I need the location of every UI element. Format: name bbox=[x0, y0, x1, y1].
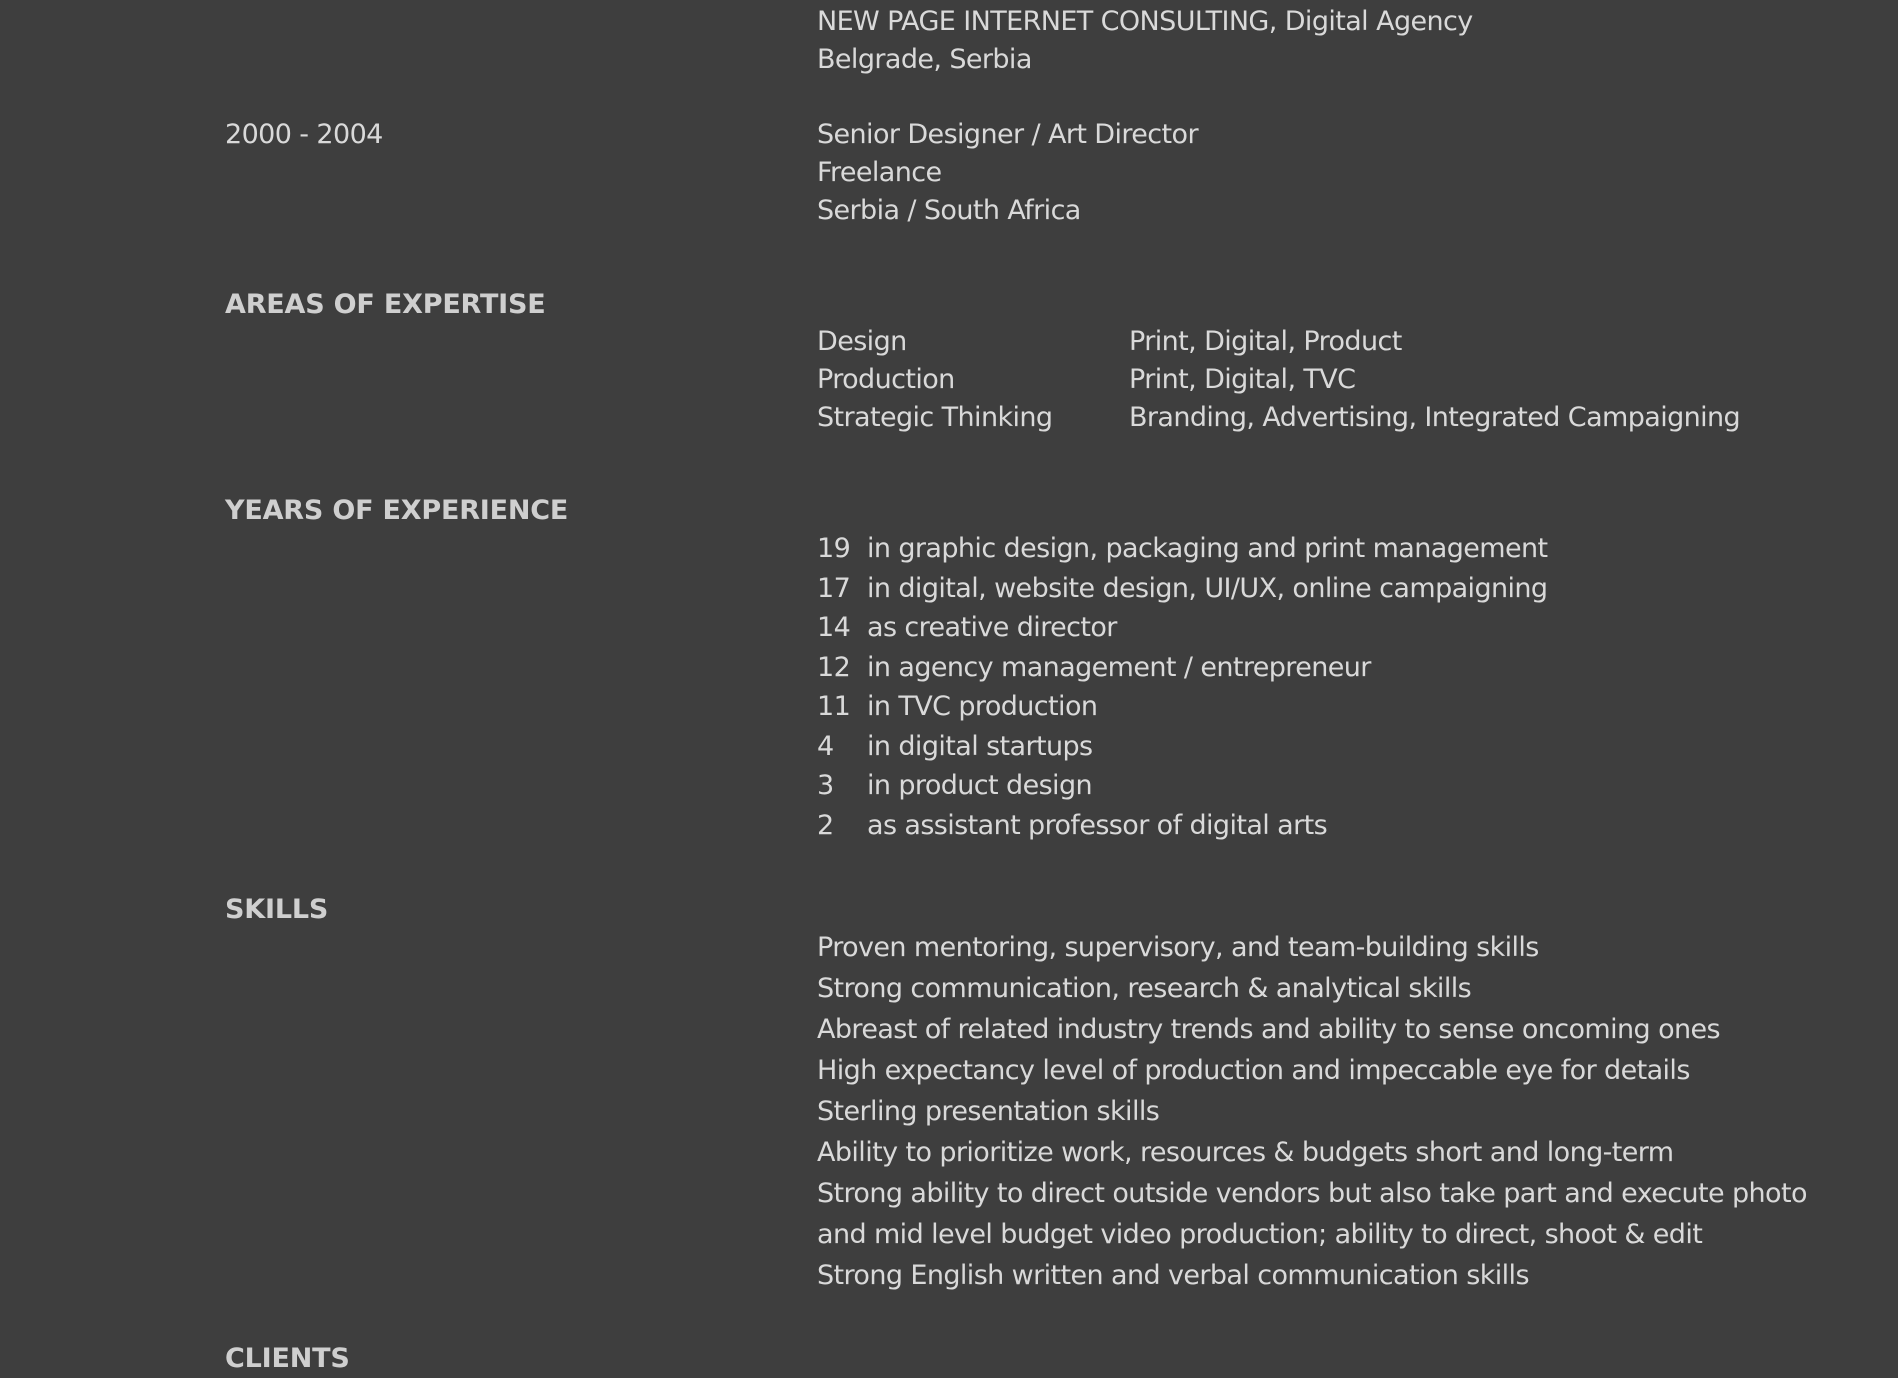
experience-years: 2 bbox=[817, 809, 834, 841]
job-company: NEW PAGE INTERNET CONSULTING, Digital Agency bbox=[817, 6, 1473, 37]
skill-item: Abreast of related industry trends and ability to sense oncoming ones bbox=[817, 1014, 1720, 1045]
expertise-row bbox=[817, 323, 1817, 361]
expertise-row bbox=[817, 361, 1817, 399]
experience-list bbox=[817, 529, 1817, 845]
experience-years: 11 bbox=[817, 691, 851, 722]
skill-item: Strong ability to direct outside vendors but also take part and execute photo bbox=[817, 1178, 1807, 1209]
skill-item: and mid level budget video production; ability to direct, shoot & edit bbox=[817, 1219, 1703, 1250]
experience-row bbox=[817, 806, 1817, 846]
experience-row bbox=[817, 608, 1817, 648]
experience-text: in agency management / entrepreneur bbox=[867, 651, 1371, 683]
experience-row bbox=[817, 648, 1817, 688]
skill-item: Strong communication, research & analytical skills bbox=[817, 973, 1472, 1004]
expertise-area: Production bbox=[817, 364, 955, 395]
experience-years: 17 bbox=[817, 572, 851, 604]
experience-years: 3 bbox=[817, 770, 834, 801]
skill-item: Strong English written and verbal communication skills bbox=[817, 1260, 1529, 1291]
experience-text: in graphic design, packaging and print management bbox=[867, 533, 1548, 564]
section-title-clients: CLIENTS bbox=[225, 1343, 350, 1374]
job-location: Belgrade, Serbia bbox=[817, 44, 1032, 75]
skill-item: Proven mentoring, supervisory, and team-building skills bbox=[817, 932, 1539, 963]
skill-item: High expectancy level of production and impeccable eye for details bbox=[817, 1055, 1690, 1086]
experience-text: in TVC production bbox=[867, 691, 1098, 722]
experience-text: in digital, website design, UI/UX, online campaigning bbox=[867, 572, 1548, 604]
job-type: Freelance bbox=[817, 157, 942, 188]
section-title-skills: SKILLS bbox=[225, 894, 329, 925]
experience-years: 4 bbox=[817, 730, 834, 762]
job-period: 2000 - 2004 bbox=[225, 119, 383, 150]
job-entry-new-page bbox=[817, 3, 1473, 79]
expertise-detail: Print, Digital, Product bbox=[1129, 326, 1402, 357]
section-title-experience: YEARS OF EXPERIENCE bbox=[225, 495, 569, 526]
experience-row bbox=[817, 687, 1817, 727]
skill-item: Sterling presentation skills bbox=[817, 1096, 1160, 1127]
experience-row bbox=[817, 727, 1817, 767]
skills-list bbox=[817, 927, 1807, 1296]
experience-text: in digital startups bbox=[867, 730, 1093, 762]
experience-text: in product design bbox=[867, 770, 1092, 801]
section-title-expertise: AREAS OF EXPERTISE bbox=[225, 289, 546, 320]
expertise-detail: Print, Digital, TVC bbox=[1129, 364, 1356, 395]
job-role: Senior Designer / Art Director bbox=[817, 119, 1198, 150]
experience-row bbox=[817, 766, 1817, 806]
experience-row bbox=[817, 529, 1817, 569]
expertise-table bbox=[817, 323, 1817, 437]
experience-years: 19 bbox=[817, 533, 851, 564]
experience-text: as assistant professor of digital arts bbox=[867, 809, 1328, 841]
expertise-area: Strategic Thinking bbox=[817, 402, 1053, 433]
expertise-area: Design bbox=[817, 326, 907, 357]
experience-years: 12 bbox=[817, 651, 851, 683]
skill-item: Ability to prioritize work, resources & budgets short and long-term bbox=[817, 1137, 1674, 1168]
experience-years: 14 bbox=[817, 612, 851, 643]
job-location: Serbia / South Africa bbox=[817, 195, 1081, 226]
job-entry-freelance bbox=[817, 116, 1198, 230]
expertise-detail: Branding, Advertising, Integrated Campaigning bbox=[1129, 402, 1741, 433]
experience-text: as creative director bbox=[867, 612, 1117, 643]
experience-row bbox=[817, 569, 1817, 609]
expertise-row bbox=[817, 399, 1817, 437]
